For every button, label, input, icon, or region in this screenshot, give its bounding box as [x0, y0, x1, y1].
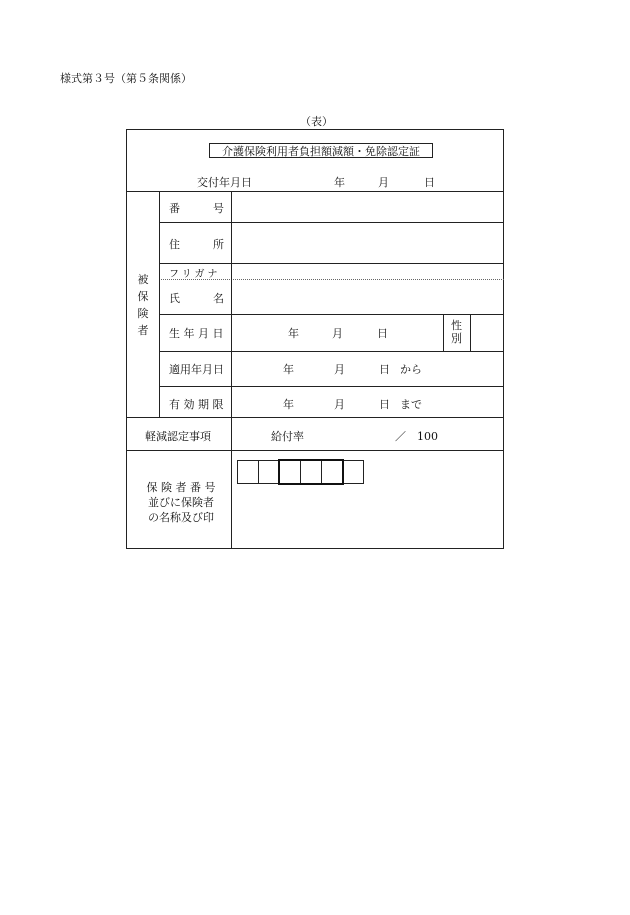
insurer-label-line: 保 険 者 番 号	[146, 481, 216, 494]
form-number: 様式第３号（第５条関係）	[60, 72, 192, 85]
insurer-number-highlight	[278, 459, 344, 485]
insurer-label-line: 並びに保険者	[148, 496, 214, 509]
sex-label	[451, 319, 462, 345]
divider	[159, 222, 504, 223]
insured-char: 保	[137, 290, 149, 303]
divider	[126, 417, 504, 418]
insured-char: 険	[137, 307, 149, 320]
issue-date-label: 交付年月日	[197, 176, 252, 189]
birth-year-unit: 年	[288, 327, 299, 340]
sex-char: 別	[451, 332, 462, 345]
benefit-rate-label: 給付率	[271, 430, 304, 443]
insured-person-label	[136, 271, 150, 339]
address-label-b: 所	[213, 238, 224, 251]
applicable-from: から	[400, 363, 422, 376]
insurer-label	[146, 480, 216, 525]
issue-month-unit: 月	[378, 176, 389, 189]
divider	[126, 450, 504, 451]
divider	[159, 314, 504, 315]
divider	[159, 351, 504, 352]
divider	[443, 314, 444, 351]
reduction-label: 軽減認定事項	[145, 430, 211, 443]
divider	[159, 386, 504, 387]
issue-year-unit: 年	[334, 176, 345, 189]
furigana-label: フリガナ	[169, 269, 221, 280]
birth-date-label: 生 年 月 日	[169, 327, 224, 340]
name-label-a: 氏	[169, 292, 180, 305]
number-label-a: 番	[169, 202, 180, 215]
validity-until: まで	[400, 398, 422, 411]
insured-char: 被	[137, 273, 149, 286]
divider	[159, 263, 504, 264]
validity-day-unit: 日	[379, 398, 390, 411]
certificate-title: 介護保険利用者負担額減額・免除認定証	[209, 143, 433, 158]
address-label-a: 住	[169, 238, 180, 251]
benefit-rate-denominator: ／ 100	[395, 430, 438, 443]
side-label: （表）	[300, 115, 333, 128]
applicable-year-unit: 年	[283, 363, 294, 376]
validity-label: 有 効 期 限	[169, 398, 224, 411]
validity-month-unit: 月	[334, 398, 345, 411]
applicable-day-unit: 日	[379, 363, 390, 376]
divider	[470, 314, 471, 351]
divider	[126, 191, 504, 192]
sex-char: 性	[451, 319, 462, 332]
issue-day-unit: 日	[424, 176, 435, 189]
insurer-label-line: の名称及び印	[148, 511, 214, 524]
birth-month-unit: 月	[332, 327, 343, 340]
digit-divider	[258, 460, 259, 484]
birth-day-unit: 日	[377, 327, 388, 340]
divider	[159, 191, 160, 417]
insured-char: 者	[137, 324, 149, 337]
name-label-b: 名	[213, 292, 224, 305]
number-label-b: 号	[213, 202, 224, 215]
validity-year-unit: 年	[283, 398, 294, 411]
divider	[231, 191, 232, 549]
applicable-month-unit: 月	[334, 363, 345, 376]
applicable-date-label: 適用年月日	[169, 363, 224, 376]
